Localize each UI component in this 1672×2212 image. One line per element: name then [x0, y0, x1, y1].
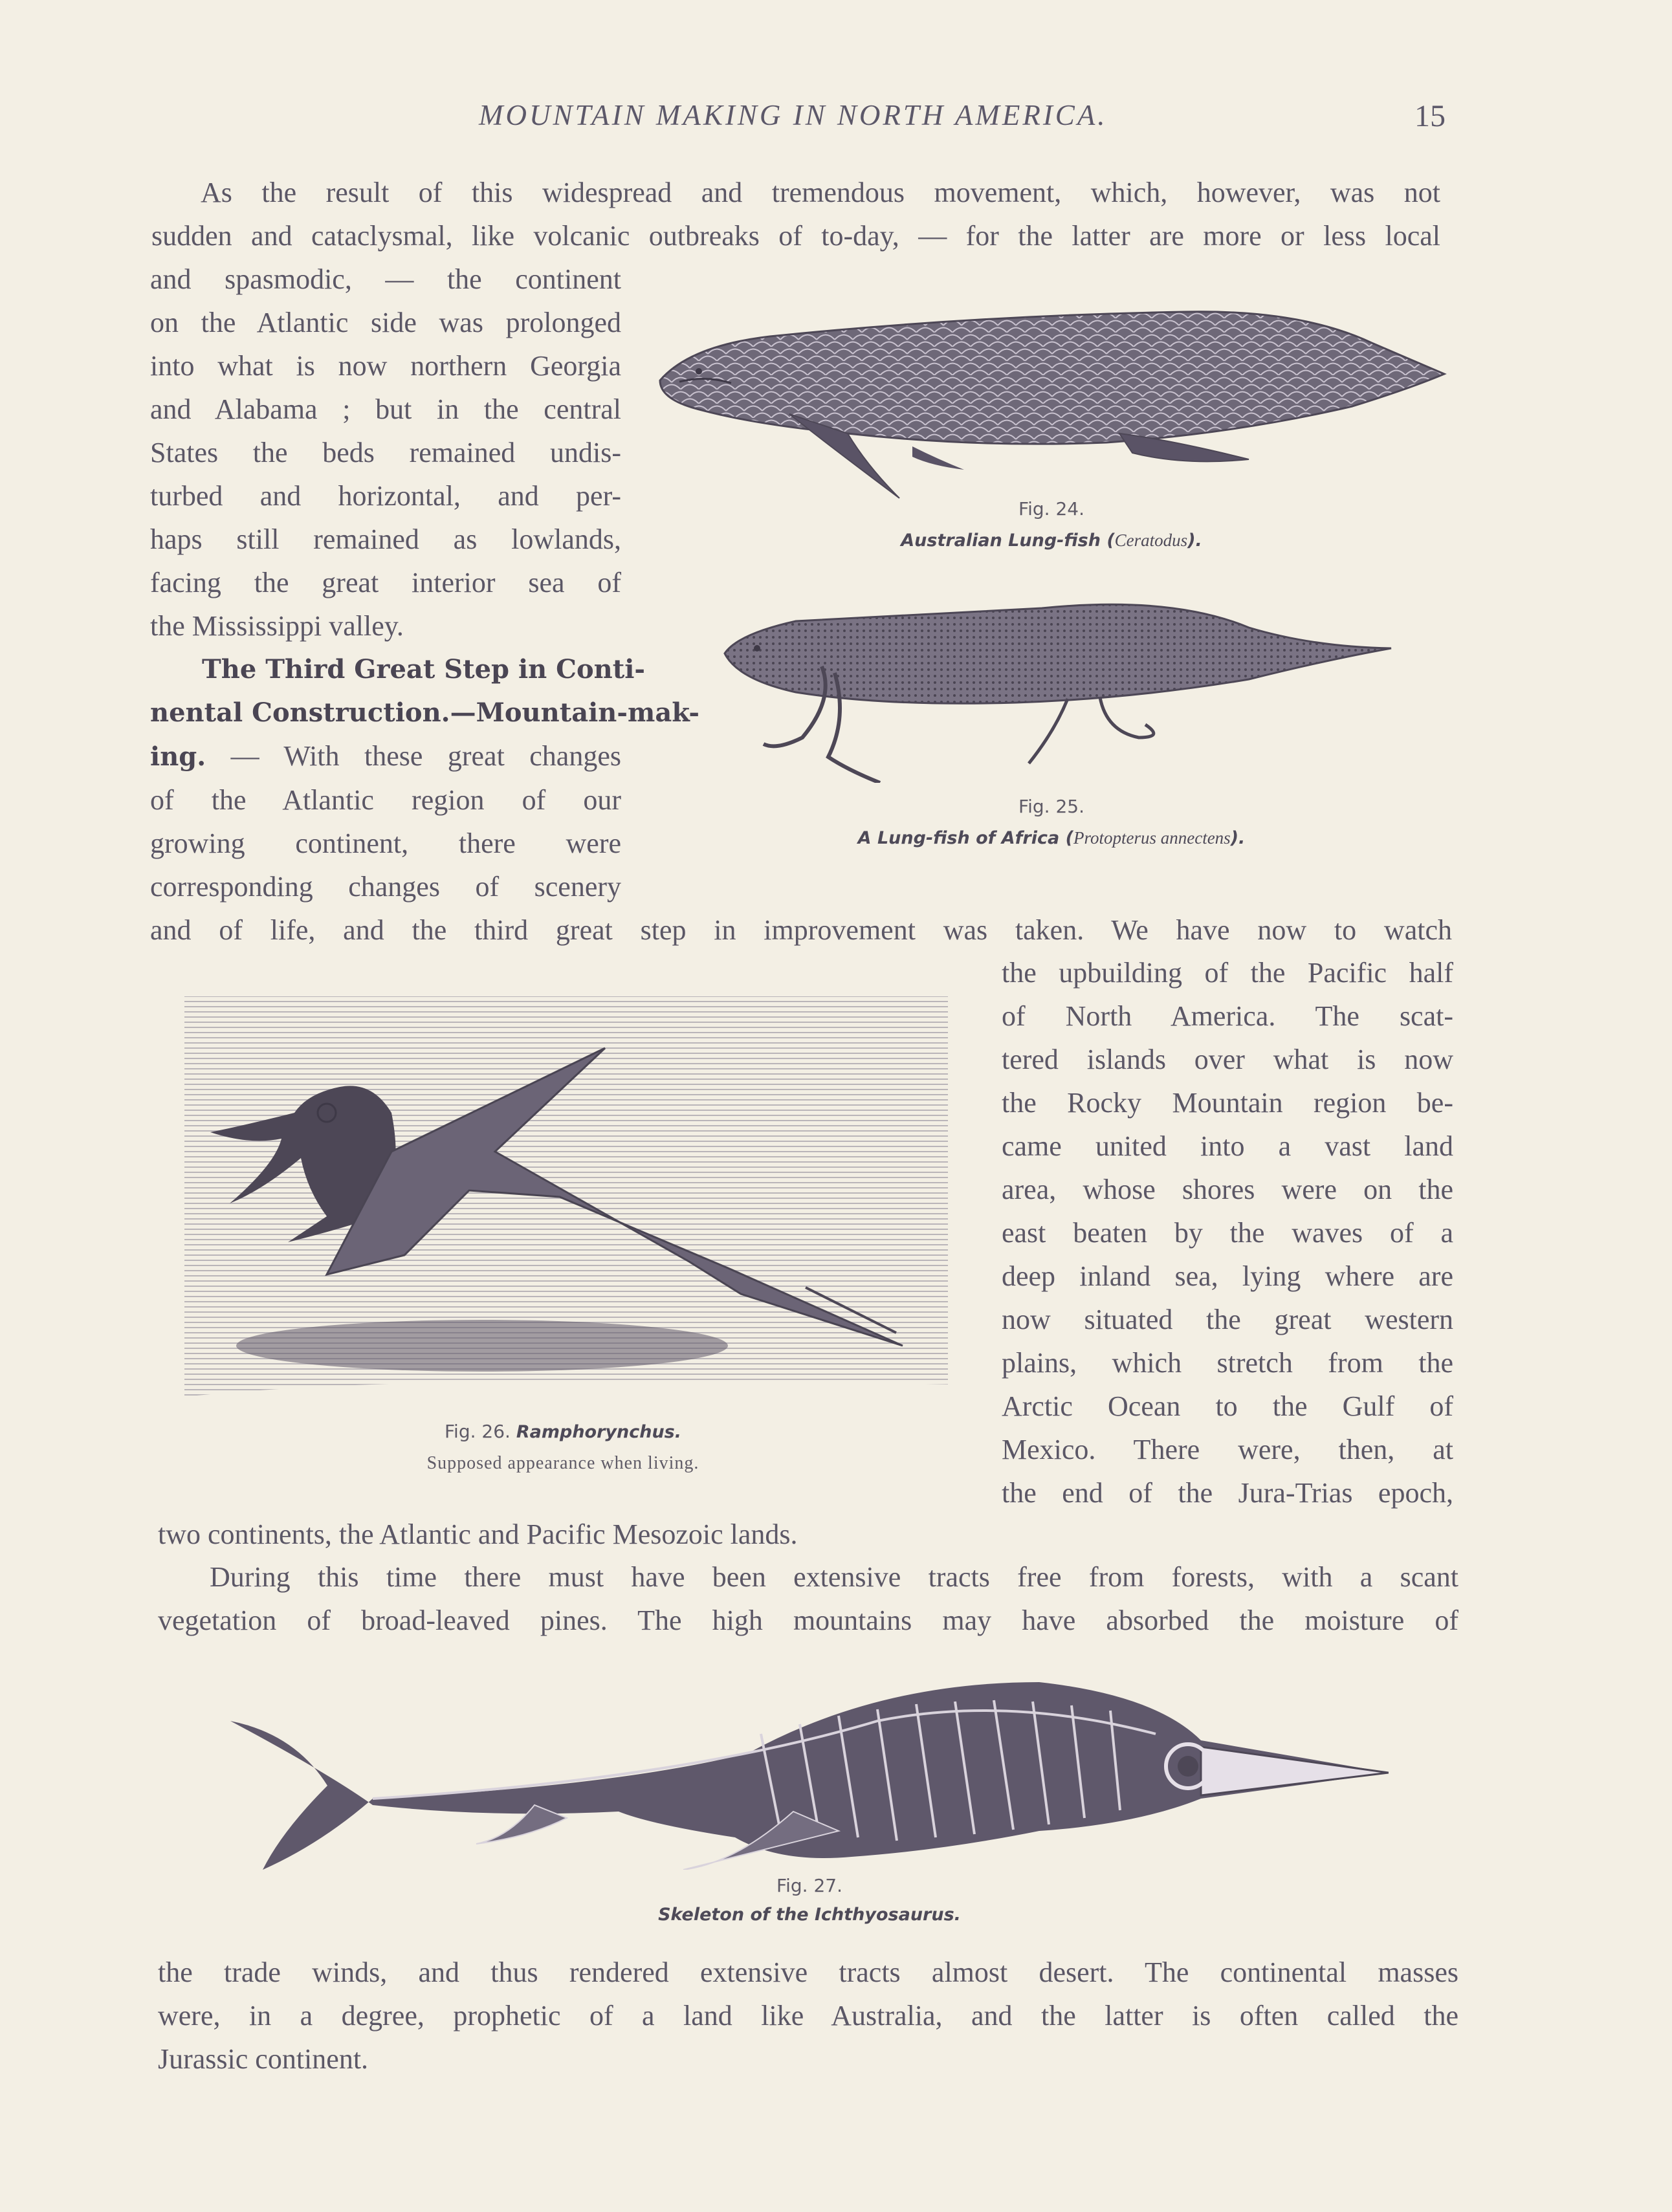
text-line: facing the great interior sea of	[150, 567, 621, 598]
caption-title: Australian Lung-fish	[901, 531, 1101, 551]
text-line: tered islands over what is now	[1002, 1044, 1453, 1075]
running-title: MOUNTAIN MAKING IN NORTH AMERICA.	[479, 99, 1108, 131]
figure-number: Fig. 24.	[1018, 498, 1084, 520]
text-line: turbed and horizontal, and per-	[150, 480, 621, 512]
figure-24	[654, 304, 1449, 520]
ichthyosaurus-skeleton-illustration	[230, 1656, 1389, 1870]
figure-caption	[369, 1421, 757, 1442]
african-lungfish-illustration	[718, 589, 1398, 783]
page-number: 15	[1414, 99, 1446, 133]
figure-25	[718, 589, 1398, 783]
lungfish-illustration	[654, 304, 1449, 511]
text-line: east beaten by the waves of a	[1002, 1217, 1453, 1249]
text-line: area, whose shores were on the	[1002, 1174, 1453, 1205]
figure-caption: Skeleton of the Ichthyosaurus.	[658, 1905, 961, 1925]
caption-text: (	[1059, 828, 1073, 848]
caption-text: ).	[1187, 531, 1202, 551]
text-block	[150, 908, 1452, 952]
right-column	[1002, 951, 1453, 1515]
text-line: the Rocky Mountain region be-	[1002, 1087, 1453, 1119]
scientific-name: Protopterus annectens	[1073, 828, 1231, 848]
text-line: came united into a vast land	[1002, 1130, 1453, 1162]
section-heading: nental Construction.—Mountain-mak-	[150, 697, 699, 728]
section-heading: The Third Great Step in Conti-	[202, 654, 646, 684]
text-span: — With these great changes	[206, 740, 621, 772]
scientific-name: Ceratodus	[1114, 531, 1188, 550]
text-line: and of life, and the third great step in improvement was taken. We have now to watch	[150, 914, 1452, 946]
figure-number: Fig. 26.	[444, 1421, 511, 1442]
text-line: deep inland sea, lying where are	[1002, 1260, 1453, 1292]
text-line: the end of the Jura-Trias epoch,	[1002, 1477, 1453, 1509]
text-line: the Mississippi valley.	[150, 610, 404, 642]
text-line: into what is now northern Georgia	[150, 350, 621, 382]
text-line: of North America. The scat-	[1002, 1000, 1453, 1032]
text-line: haps still remained as lowlands,	[150, 523, 621, 555]
figure-caption	[654, 531, 1449, 551]
paragraph-3-continued	[158, 1951, 1458, 2081]
text-line: the trade winds, and thus rendered extensive tracts almost desert. The continental masses	[158, 1956, 1458, 1988]
figure-number: Fig. 25.	[1018, 796, 1084, 817]
text-line: Arctic Ocean to the Gulf of	[1002, 1390, 1453, 1422]
text-line: were, in a degree, prophetic of a land like Australia, and the latter is often called the	[158, 2000, 1458, 2031]
paragraph-3	[158, 1555, 1458, 1642]
text-line: of the Atlantic region of our	[150, 784, 621, 816]
section-heading: ing.	[150, 741, 206, 772]
figure-26	[159, 983, 954, 1410]
caption-title: Ramphorynchus.	[516, 1422, 681, 1442]
text-line: and Alabama ; but in the central	[150, 393, 621, 425]
caption-title: A Lung-fish of Africa	[857, 828, 1060, 848]
figure-27	[230, 1656, 1389, 1870]
paragraph-1	[151, 171, 1440, 257]
text-line: States the beds remained undis-	[150, 437, 621, 468]
text-line: and spasmodic, — the continent	[150, 263, 621, 295]
text-line: growing continent, there were	[150, 827, 621, 859]
text-line: vegetation of broad-leaved pines. The high mountains may have absorbed the moisture of	[158, 1604, 1458, 1636]
caption-text: ).	[1230, 828, 1246, 848]
text-line: Mexico. There were, then, at	[1002, 1434, 1453, 1465]
figure-number: Fig. 27.	[776, 1875, 842, 1896]
text-line: on the Atlantic side was prolonged	[150, 307, 621, 338]
text-block	[158, 1513, 1387, 1556]
text-line	[150, 734, 621, 778]
figure-subtitle: Supposed appearance when living.	[426, 1453, 699, 1473]
text-line: sudden and cataclysmal, like volcanic outbreaks of to-day, — for the latter are more or less local	[151, 220, 1440, 252]
page-header	[0, 98, 1672, 144]
text-line: Jurassic continent.	[158, 2043, 369, 2075]
text-line: corresponding changes of scenery	[150, 871, 621, 903]
text-line: two continents, the Atlantic and Pacific Mesozoic lands.	[158, 1518, 798, 1550]
text-line: plains, which stretch from the	[1002, 1347, 1453, 1379]
text-line: During this time there must have been extensive tracts free from forests, with a scant	[210, 1561, 1458, 1593]
caption-text: (	[1100, 531, 1115, 551]
text-line: As the result of this widespread and tremendous movement, which, however, was not	[201, 177, 1440, 208]
ramphorynchus-illustration	[159, 983, 954, 1410]
text-line: now situated the great western	[1002, 1304, 1453, 1335]
text-line: the upbuilding of the Pacific half	[1002, 957, 1453, 989]
figure-caption	[654, 828, 1449, 848]
left-column	[150, 257, 699, 908]
